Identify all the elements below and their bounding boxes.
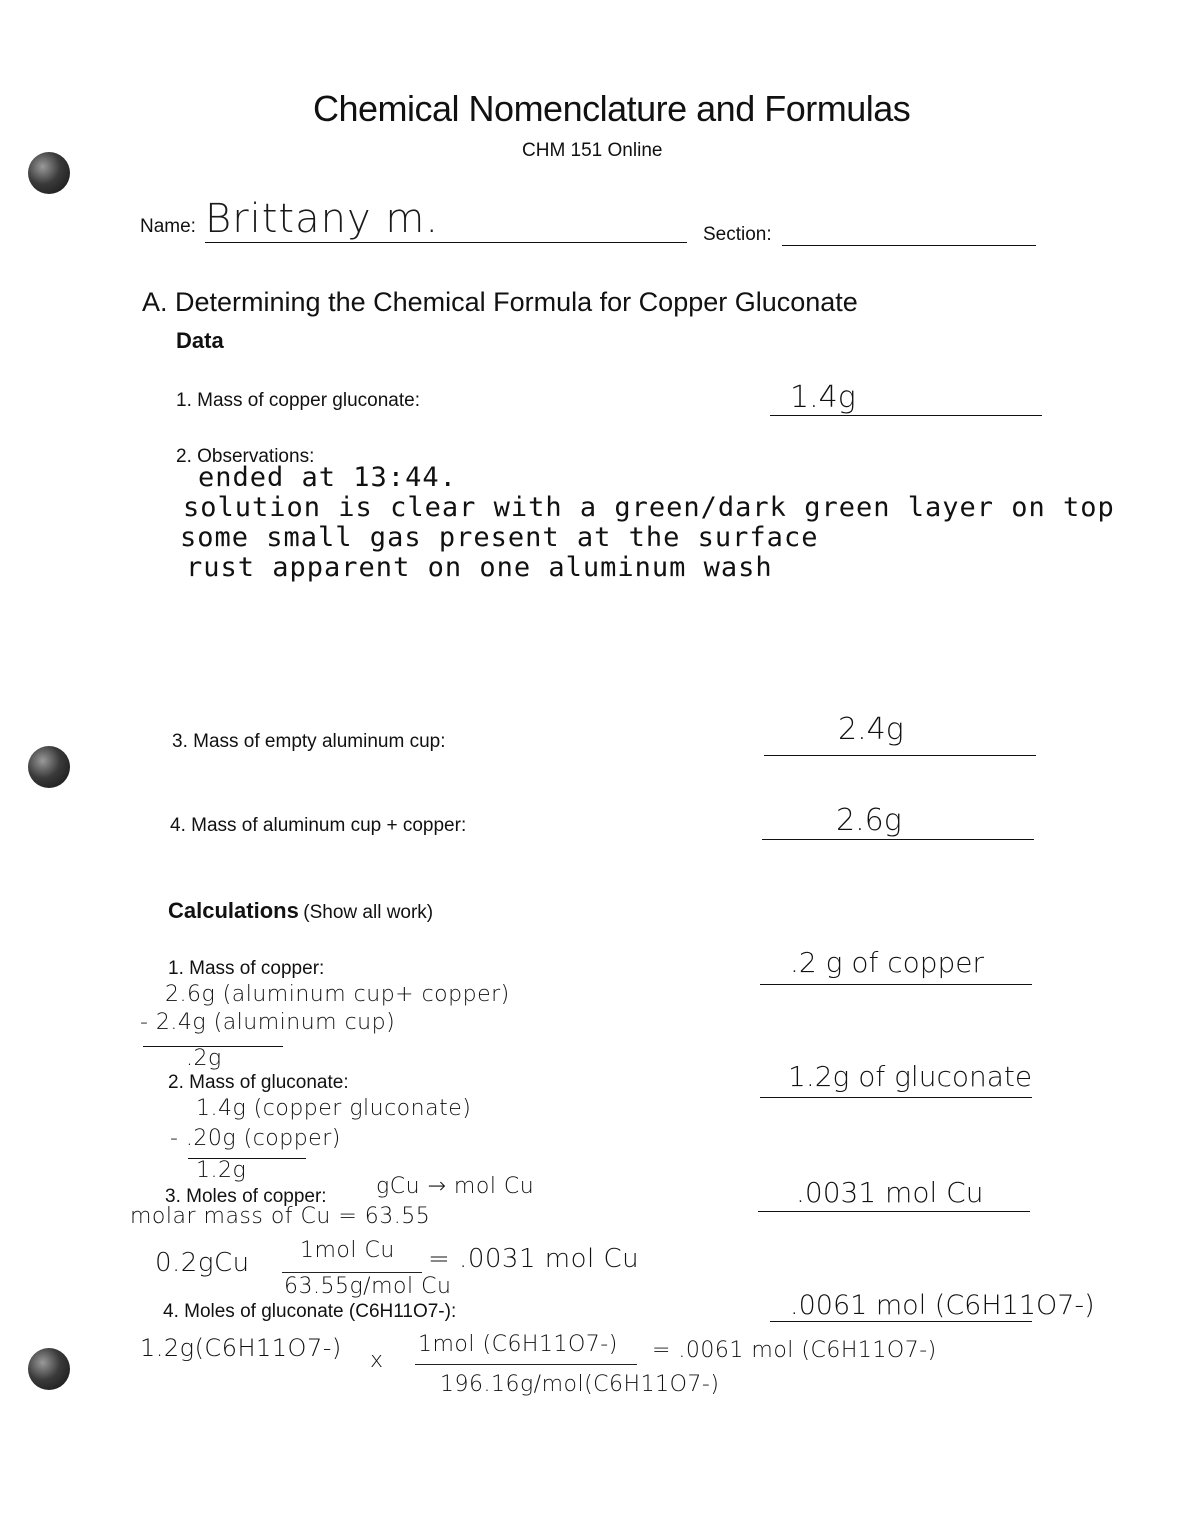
- name-label: Name:: [140, 216, 196, 237]
- part-a-heading: A. Determining the Chemical Formula for Copper Gluconate: [142, 287, 858, 317]
- fraction-denominator: 63.55g/mol Cu: [284, 1274, 452, 1299]
- multiply-sign: x: [370, 1348, 384, 1373]
- work-line: molar mass of Cu = 63.55: [130, 1204, 431, 1229]
- work-result: = .0031 mol Cu: [428, 1244, 640, 1274]
- calc-mass-copper-answer[interactable]: .2 g of copper: [790, 946, 985, 979]
- section-label: Section:: [703, 224, 772, 245]
- data-item-mass-copper-gluconate-label: 1. Mass of copper gluconate:: [176, 390, 420, 411]
- work-result: 1.2g: [196, 1158, 247, 1183]
- answer-underline: [760, 984, 1032, 985]
- work-line: 1.4g (copper gluconate): [196, 1096, 472, 1121]
- calc-moles-gluconate-label-text: 4. Moles of gluconate (C6H11O7-):: [163, 1301, 457, 1322]
- work-line: 1.2g(C6H11O7-): [140, 1334, 342, 1362]
- fraction-numerator: 1mol Cu: [300, 1238, 395, 1263]
- calc-mass-gluconate-answer[interactable]: 1.2g of gluconate: [788, 1060, 1033, 1093]
- observation-line: rust apparent on one aluminum wash: [186, 552, 773, 583]
- answer-underline: [770, 1321, 1032, 1322]
- answer-underline: [760, 1097, 1032, 1098]
- answer-underline: [764, 755, 1036, 756]
- name-underline: [205, 242, 687, 243]
- work-line: - .20g (copper): [170, 1126, 341, 1151]
- calc-mass-gluconate-label: 2. Mass of gluconate:: [168, 1072, 349, 1093]
- calculations-heading-row: [168, 898, 433, 924]
- calc-moles-gluconate-answer[interactable]: .0061 mol (C6H11O7-): [790, 1290, 1095, 1321]
- data-heading: Data: [176, 328, 224, 353]
- data-item-cup-plus-copper-label: 4. Mass of aluminum cup + copper:: [170, 815, 467, 836]
- name-value[interactable]: Brittany m.: [205, 196, 440, 242]
- observation-line: some small gas present at the surface: [180, 522, 819, 553]
- calc-mass-copper-label: 1. Mass of copper:: [168, 958, 325, 979]
- course-code: CHM 151 Online: [522, 140, 663, 161]
- work-result: .2g: [186, 1046, 222, 1071]
- section-underline: [782, 245, 1036, 246]
- observations-label: 2. Observations:: [176, 446, 315, 467]
- answer-underline: [762, 839, 1034, 840]
- work-result: = .0061 mol (C6H11O7-): [652, 1338, 937, 1363]
- answer-underline: [770, 415, 1042, 416]
- work-line: - 2.4g (aluminum cup): [140, 1010, 396, 1035]
- document-title: Chemical Nomenclature and Formulas: [313, 88, 911, 129]
- binder-hole-bottom: [28, 1348, 70, 1390]
- calc-moles-copper-label: 3. Moles of copper:: [165, 1186, 327, 1207]
- work-line: 0.2gCu: [155, 1248, 250, 1278]
- work-line: gCu → mol Cu: [376, 1174, 535, 1199]
- fraction-bar: [415, 1364, 637, 1365]
- data-item-cup-plus-copper-answer[interactable]: 2.6g: [836, 803, 902, 838]
- fraction-denominator: 196.16g/mol(C6H11O7-): [440, 1372, 720, 1397]
- binder-hole-top: [28, 152, 70, 194]
- data-item-empty-cup-label: 3. Mass of empty aluminum cup:: [172, 731, 446, 752]
- answer-underline: [758, 1211, 1030, 1212]
- data-item-empty-cup-answer[interactable]: 2.4g: [838, 712, 904, 747]
- calculations-heading: Calculations: [168, 898, 299, 923]
- observation-line: solution is clear with a green/dark green layer on top: [183, 492, 1115, 523]
- fraction-bar: [282, 1272, 422, 1273]
- binder-hole-middle: [28, 746, 70, 788]
- fraction-numerator: 1mol (C6H11O7-): [418, 1332, 618, 1357]
- data-item-mass-copper-gluconate-answer[interactable]: 1.4g: [790, 380, 856, 415]
- calc-moles-gluconate-label: [163, 1301, 456, 1323]
- calc-moles-copper-answer[interactable]: .0031 mol Cu: [796, 1176, 984, 1209]
- calculations-note: (Show all work): [303, 902, 434, 923]
- observation-line: ended at 13:44.: [198, 462, 457, 493]
- work-line: 2.6g (aluminum cup+ copper): [165, 982, 510, 1007]
